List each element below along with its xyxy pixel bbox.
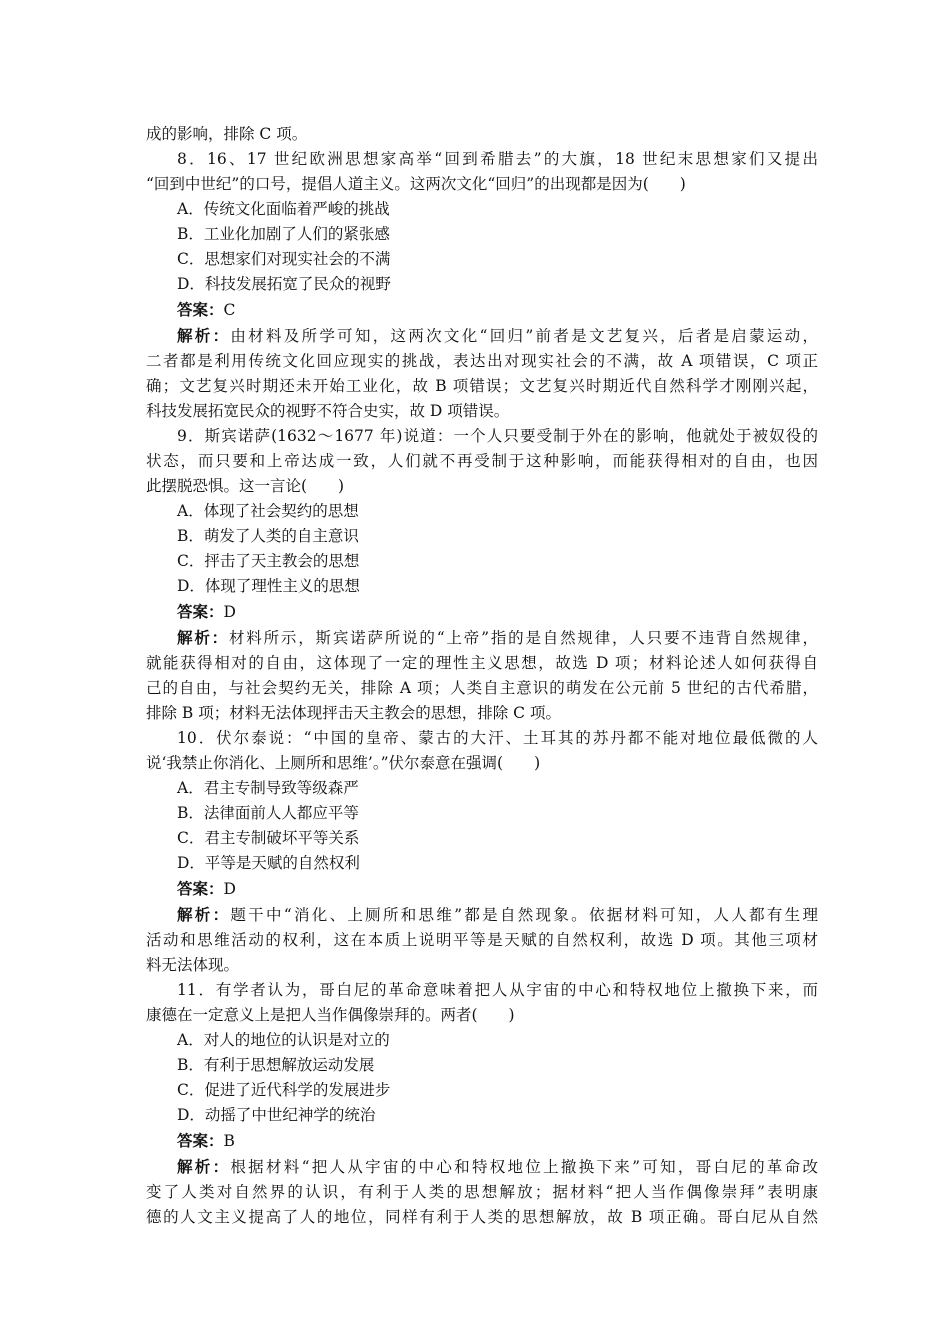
- question-9-analysis-cont: 排除 B 项；材料无法体现抨击天主教会的思想，排除 C 项。: [146, 704, 561, 722]
- answer-label: 答案：: [177, 602, 224, 621]
- question-8-option-d: D．科技发展拓宽了民众的视野: [177, 275, 391, 293]
- analysis-label: 解析：: [177, 628, 229, 647]
- question-9-stem-cont: 此摆脱恐惧。这一言论( ): [146, 477, 345, 495]
- question-8-analysis-cont: 确；文艺复兴时期还未开始工业化，故 B 项错误；文艺复兴时期近代自然科学才刚刚兴起，: [146, 377, 818, 395]
- question-10-analysis-cont: 料无法体现。: [146, 956, 240, 974]
- question-11-option-d: D．动摇了中世纪神学的统治: [177, 1106, 376, 1124]
- answer-value: D: [223, 880, 236, 898]
- question-10-option-a: A．君主专制导致等级森严: [177, 779, 359, 797]
- document-page: [146, 122, 818, 1230]
- analysis-label: 解析：: [177, 1157, 231, 1176]
- answer-label: 答案：: [177, 300, 224, 319]
- question-9-answer: [146, 599, 818, 625]
- question-11-answer: [146, 1128, 818, 1154]
- question-10-option-c: C．君主专制破坏平等关系: [177, 829, 360, 847]
- question-8-stem-cont: “回到中世纪”的口号，提倡人道主义。这两次文化“回归”的出现都是因为( ): [146, 175, 686, 193]
- answer-label: 答案：: [177, 879, 224, 898]
- question-9-option-b: B．萌发了人类的自主意识: [177, 527, 359, 545]
- question-9-option-d: D．体现了理性主义的思想: [177, 577, 360, 595]
- question-9-option-a: A．体现了社会契约的思想: [177, 502, 359, 520]
- question-10-analysis-cont: 活动和思维活动的权利，这在本质上说明平等是天赋的自然权利，故选 D 项。其他三项材: [146, 931, 818, 949]
- question-10-stem-cont: 说‘我禁止你消化、上厕所和思维’。”伏尔泰意在强调( ): [146, 754, 541, 772]
- question-9-option-c: C．抨击了天主教会的思想: [177, 552, 360, 570]
- question-10-analysis: [146, 902, 818, 928]
- question-10-option-d: D．平等是天赋的自然权利: [177, 854, 360, 872]
- text-line: 成的影响，排除 C 项。: [146, 125, 308, 143]
- analysis-text: 题干中“消化、上厕所和思维”都是自然现象。依据材料可知，人人都有生理: [230, 906, 818, 924]
- question-11-analysis-cont: 变了人类对自然界的认识，有利于人类的思想解放；据材料“把人当作偶像崇拜”表明康: [146, 1183, 818, 1201]
- question-9-analysis-cont: 就能获得相对的自由，这体现了一定的理性主义思想，故选 D 项；材料论述人如何获得自: [146, 654, 818, 672]
- analysis-label: 解析：: [177, 326, 231, 345]
- question-11-analysis-cont: 德的人文主义提高了人的地位，同样有利于人类的思想解放，故 B 项正确。哥白尼从自然: [146, 1208, 818, 1226]
- question-11-option-b: B．有利于思想解放运动发展: [177, 1056, 375, 1074]
- question-11-stem: 11．有学者认为，哥白尼的革命意味着把人从宇宙的中心和特权地位上撤换下来，而: [177, 981, 818, 999]
- question-11-option-a: A．对人的地位的认识是对立的: [177, 1031, 390, 1049]
- question-9-analysis: [146, 625, 818, 651]
- question-11-option-c: C．促进了近代科学的发展进步: [177, 1081, 391, 1099]
- answer-value: C: [223, 301, 236, 319]
- question-8-stem: 8．16、17 世纪欧洲思想家高举“回到希腊去”的大旗，18 世纪末思想家们又提出: [177, 150, 818, 168]
- question-10-option-b: B．法律面前人人都应平等: [177, 804, 359, 822]
- question-10-stem: 10．伏尔泰说：“中国的皇帝、蒙古的大汗、土耳其的苏丹都不能对地位最低微的人: [177, 729, 818, 747]
- answer-label: 答案：: [177, 1131, 224, 1150]
- question-10-answer: [146, 876, 818, 902]
- question-8-option-b: B．工业化加剧了人们的紧张感: [177, 225, 390, 243]
- analysis-text: 根据材料“把人从宇宙的中心和特权地位上撤换下来”可知，哥白尼的革命改: [230, 1158, 818, 1176]
- answer-value: B: [223, 1132, 235, 1150]
- question-8-analysis: [146, 323, 818, 349]
- analysis-text: 由材料及所学可知，这两次文化“回归”前者是文艺复兴，后者是启蒙运动，: [230, 327, 818, 345]
- question-8-answer: [146, 297, 818, 323]
- question-11-stem-cont: 康德在一定意义上是把人当作偶像崇拜的。两者( ): [146, 1006, 515, 1024]
- answer-value: D: [223, 603, 236, 621]
- question-8-analysis-cont: 二者都是利用传统文化回应现实的挑战，表达出对现实社会的不满，故 A 项错误，C 项正: [146, 352, 818, 370]
- analysis-text: 材料所示，斯宾诺萨所说的“上帝”指的是自然规律，人只要不违背自然规律，: [228, 629, 818, 647]
- question-9-stem: 9．斯宾诺萨(1632～1677 年)说道：一个人只要受制于外在的影响，他就处于被奴役的: [177, 427, 818, 445]
- question-8-option-a: A．传统文化面临着严峻的挑战: [177, 200, 390, 218]
- question-11-analysis: [146, 1154, 818, 1180]
- question-8-analysis-cont: 科技发展拓宽民众的视野不符合史实，故 D 项错误。: [146, 402, 510, 420]
- analysis-label: 解析：: [177, 905, 231, 924]
- question-9-stem-cont: 状态，而只要和上帝达成一致，人们就不再受制于这种影响，而能获得相对的自由，也因: [146, 452, 818, 470]
- question-9-analysis-cont: 己的自由，与社会契约无关，排除 A 项；人类自主意识的萌发在公元前 5 世纪的古代希腊，: [146, 679, 818, 697]
- question-8-option-c: C．思想家们对现实社会的不满: [177, 250, 391, 268]
